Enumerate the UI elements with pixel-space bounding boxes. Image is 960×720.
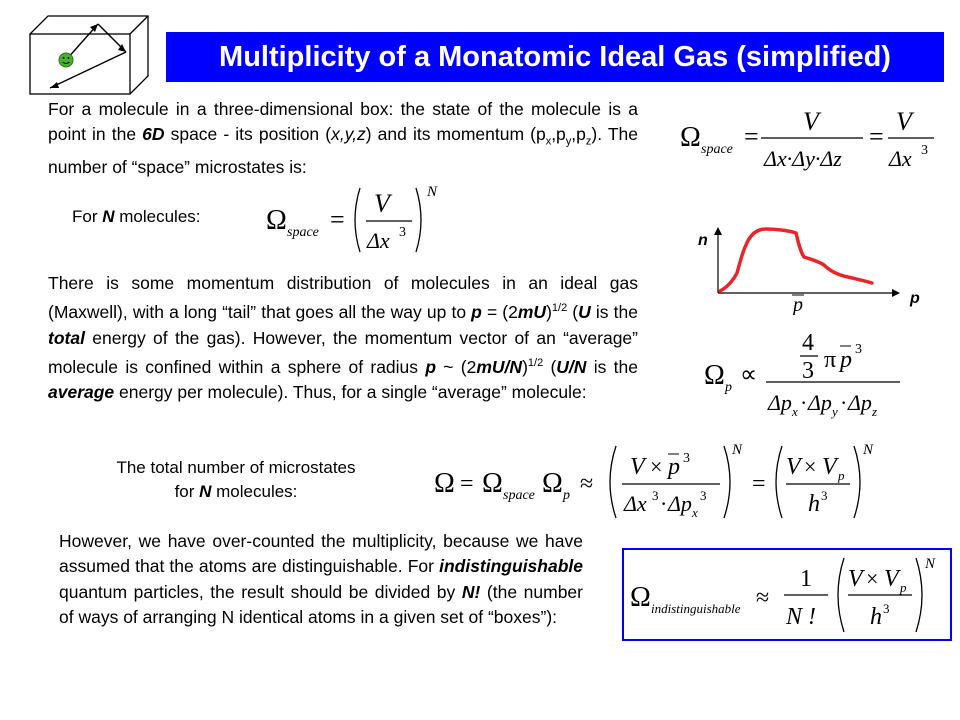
svg-text:Δp: Δp [848,390,872,415]
svg-text:N: N [863,442,874,458]
svg-text:h: h [870,604,882,630]
svg-text:p: p [900,580,907,595]
omega-indistinguishable-formula [624,550,950,639]
box-molecule-icon [26,14,154,98]
svg-text:Δp: Δp [808,390,832,415]
intro-paragraph: For a molecule in a three-dimensional box: the state of the molecule is a point in the 6D space - its position (x,y,z) and its momentum $(p_x,p_y,p_z)$. The number of “space” microstates is: [48,99,639,178]
svg-text:space: space [503,488,535,503]
svg-text:N: N [732,442,743,458]
svg-text:p: p [725,380,732,395]
omega-p-formula [700,320,910,420]
svg-text:1: 1 [800,566,812,592]
svg-text:Ω: Ω [482,468,503,499]
total-microstates-label: The total number of microstates for N molecules: [116,458,356,501]
svg-text:space: space [287,225,319,240]
momentum-paragraph: There is some momentum distribution of molecules in an ideal gas (Maxwell), with a long “tail” that goes all the way up to $p = (2mU)^{1/2}$ (U is the total energy of the gas). However, the momentum vector of an “average” molecule is confined within a sphere of radius p ~ $(2mU/N)^{1/2}$ (U/N is the average energy per molecule). Thus, for a single “average” molecule: [48,273,638,403]
svg-text:=: = [460,471,474,497]
svg-text:Ω: Ω [630,582,651,613]
svg-text:·: · [840,390,848,415]
svg-text:4: 4 [802,330,814,356]
svg-text:3: 3 [855,342,862,357]
svg-text:Δx: Δx [624,491,647,516]
svg-text:3: 3 [683,451,690,466]
svg-text:N: N [427,184,438,200]
svg-text:Δp: Δp [668,491,692,516]
omega-space-formula [676,96,946,178]
slide-title: Multiplicity of a Monatomic Ideal Gas (simplified) [166,32,944,82]
svg-text:≈: ≈ [580,471,594,497]
svg-text:p: p [840,347,852,373]
svg-text:=: = [869,122,884,151]
graph-mean-label: p [793,294,803,315]
svg-text:V: V [630,454,645,480]
svg-text:p: p [668,454,680,480]
svg-text:×: × [866,566,879,591]
graph-x-label: p [910,290,920,307]
svg-text:∝: ∝ [740,362,758,388]
svg-text:V: V [822,454,837,480]
svg-text:V: V [896,107,912,136]
svg-text:3: 3 [921,143,928,158]
omega-total-formula [430,438,890,522]
svg-text:N !: N ! [786,604,816,630]
svg-text:Ω: Ω [542,468,563,499]
svg-text:=: = [752,471,766,497]
momentum-distribution-graph [690,215,940,315]
svg-text:Δx: Δx [367,228,390,253]
graph-y-label: n [698,232,708,249]
svg-text:x: x [692,505,698,520]
svg-text:π: π [824,347,837,373]
svg-text:3: 3 [821,488,828,503]
svg-text:×: × [804,454,817,479]
svg-text:Ω: Ω [266,205,287,236]
svg-text:Ω: Ω [704,360,725,391]
svg-text:V: V [803,107,819,136]
svg-text:V: V [374,189,390,218]
svg-text:3: 3 [652,488,659,503]
svg-text:indistinguishable: indistinguishable [651,601,741,616]
svg-text:V: V [884,566,899,592]
svg-text:y: y [832,404,838,419]
svg-text:V: V [786,454,801,480]
svg-text:≈: ≈ [756,585,770,611]
svg-text:p: p [838,468,845,483]
svg-text:=: = [330,205,345,234]
svg-text:p: p [563,488,570,503]
svg-text:Ω: Ω [680,122,701,153]
distribution-curve [720,229,872,291]
overcount-paragraph: However, we have over-counted the multiplicity, because we have assumed that the atoms are distinguishable. For indistinguishable quantum particles, the result should be divided by N! (the number of ways of arranging N identical atoms in a given set of “boxes”): [59,531,583,628]
svg-text:3: 3 [802,358,814,384]
svg-text:·: · [660,491,668,516]
svg-text:Δp: Δp [768,390,792,415]
svg-text:z: z [872,404,878,419]
svg-text:=: = [744,122,759,151]
svg-text:·: · [800,390,808,415]
svg-text:3: 3 [399,225,406,240]
svg-text:space: space [701,142,733,157]
svg-text:Δx·Δy·Δz: Δx·Δy·Δz [764,146,842,171]
svg-text:N: N [925,556,936,572]
svg-text:3: 3 [700,488,707,503]
svg-text:×: × [650,454,663,479]
svg-text:x: x [792,404,798,419]
omega-space-n-formula [262,180,442,260]
for-n-molecules-label: For N molecules: [72,207,201,226]
svg-text:Δx: Δx [889,146,912,171]
svg-text:h: h [808,491,820,517]
svg-text:3: 3 [883,601,890,616]
svg-text:Ω: Ω [434,468,455,499]
svg-text:V: V [848,566,863,592]
